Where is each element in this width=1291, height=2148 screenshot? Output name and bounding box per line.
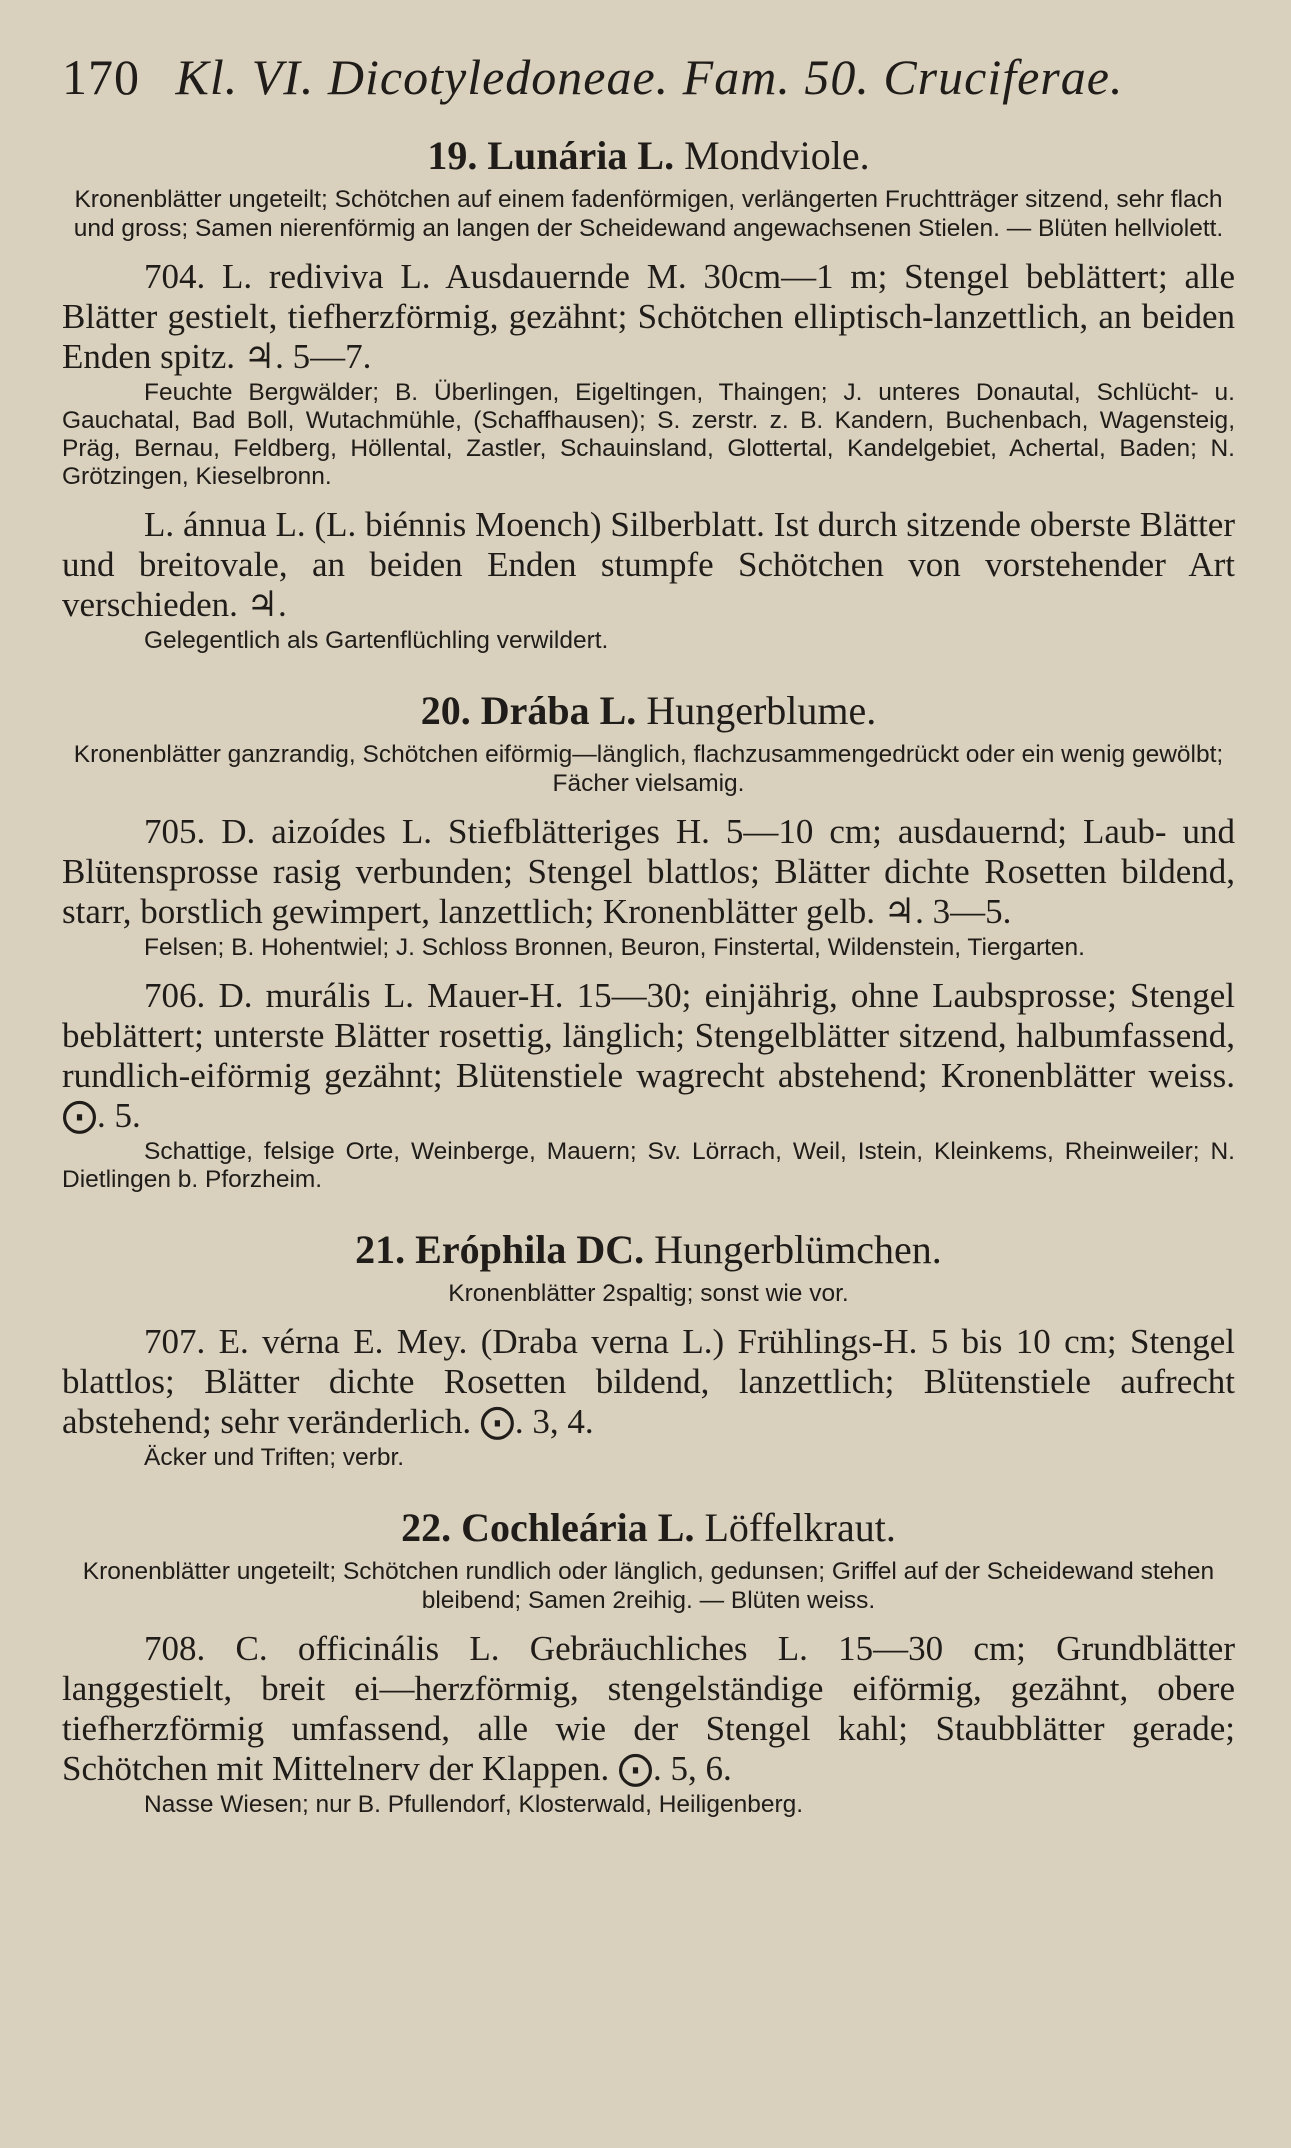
genus-number: 19. bbox=[427, 133, 478, 178]
species-entry: 705. D. aizoídes L. Stiefblätteriges H. 5—10 cm; ausdauernd; Laub- und Blütensprosse rasig verbunden; Stengel blattlos; Blätter dichte Rosetten bildend, starr, borstlich gewimpert, lanzettlich; Kronenblätter gelb. ♃. 3—5. bbox=[62, 812, 1235, 931]
genus-description: Kronenblätter ganzrandig, Schötchen eiförmig—länglich, flachzusammengedrückt oder ein wenig gewölbt; Fächer vielsamig. bbox=[73, 741, 1224, 797]
genus-number: 20. bbox=[420, 688, 471, 733]
genus-name: Eróphila DC. bbox=[415, 1227, 645, 1272]
genus-heading bbox=[62, 1504, 1235, 1551]
genus-common-name: Löffelkraut. bbox=[704, 1505, 896, 1550]
genus-description: Kronenblätter ungeteilt; Schötchen rundlich oder länglich, gedunsen; Griffel auf der Scheidewand stehen bleibend; Samen 2reihig. — Blüten weiss. bbox=[82, 1558, 1215, 1614]
page-number: 170 bbox=[62, 49, 140, 105]
species-locality: Nasse Wiesen; nur B. Pfullendorf, Klosterwald, Heiligenberg. bbox=[144, 1791, 804, 1818]
species-locality: Felsen; B. Hohentwiel; J. Schloss Bronnen, Beuron, Finstertal, Wildenstein, Tiergarten. bbox=[144, 934, 1085, 961]
species-entry: 707. E. vérna E. Mey. (Draba verna L.) Frühlings-H. 5 bis 10 cm; Stengel blattlos; Blätter dichte Rosetten bildend, lanzettlich; Blütenstiele aufrecht abstehend; sehr veränderlich. ⨀. 3, 4. bbox=[62, 1322, 1235, 1441]
genus-name: Cochleária L. bbox=[461, 1505, 695, 1550]
genus-name: Drába L. bbox=[480, 688, 637, 733]
genus-number: 21. bbox=[355, 1227, 406, 1272]
species-locality: Schattige, felsige Orte, Weinberge, Mauern; Sv. Lörrach, Weil, Istein, Kleinkems, Rheinweiler; N. Dietlingen b. Pforzheim. bbox=[62, 1138, 1235, 1193]
genus-heading bbox=[62, 1226, 1235, 1273]
genus-heading bbox=[62, 687, 1235, 734]
genus-common-name: Mondviole. bbox=[684, 133, 870, 178]
species-entry: 706. D. murális L. Mauer-H. 15—30; einjährig, ohne Laubsprosse; Stengel beblättert; unterste Blätter rosettig, länglich; Stengelblätter sitzend, halbumfassend, rundlich-eiförmig gezähnt; Blütenstiele wagrecht abstehend; Kronenblätter weiss. ⨀. 5. bbox=[62, 976, 1235, 1135]
genus-description: Kronenblätter 2spaltig; sonst wie vor. bbox=[448, 1280, 849, 1307]
genus-name: Lunária L. bbox=[487, 133, 675, 178]
species-entry: 704. L. rediviva L. Ausdauernde M. 30cm—1 m; Stengel beblättert; alle Blätter gestielt, tiefherzförmig, gezähnt; Schötchen elliptisch-lanzettlich, an beiden Enden spitz. ♃. 5—7. bbox=[62, 257, 1235, 376]
species-entry: 708. C. officinális L. Gebräuchliches L. 15—30 cm; Grundblätter langgestielt, breit ei—herzförmig, stengelständige eiförmig, gezähnt, obere tiefherzförmig umfassend, alle wie der Stengel kahl; Staubblätter gerade; Schötchen mit Mittelnerv der Klappen. ⨀. 5, 6. bbox=[62, 1629, 1235, 1788]
genus-description: Kronenblätter ungeteilt; Schötchen auf einem fadenförmigen, verlängerten Fruchtträger sitzend, sehr flach und gross; Samen nierenförmig an langen der Scheidewand angewachsenen Stielen. — Blüten hellviolett. bbox=[73, 186, 1224, 242]
species-entry: L. ánnua L. (L. biénnis Moench) Silberblatt. Ist durch sitzende oberste Blätter und breitovale, an beiden Enden stumpfe Schötchen von vorstehender Art verschieden. ♃. bbox=[62, 505, 1235, 624]
species-locality: Äcker und Triften; verbr. bbox=[144, 1444, 405, 1471]
running-title: Kl. VI. Dicotyledoneae. Fam. 50. Cruciferae. bbox=[175, 49, 1124, 105]
species-locality: Gelegentlich als Gartenflüchling verwildert. bbox=[144, 627, 609, 654]
genus-number: 22. bbox=[401, 1505, 452, 1550]
genus-heading bbox=[62, 132, 1235, 179]
genus-common-name: Hungerblümchen. bbox=[654, 1227, 942, 1272]
genus-common-name: Hungerblume. bbox=[646, 688, 877, 733]
running-head bbox=[62, 48, 1235, 106]
species-locality: Feuchte Bergwälder; B. Überlingen, Eigeltingen, Thaingen; J. unteres Donautal, Schlücht- u. Gauchatal, Bad Boll, Wutachmühle, (Schaffhausen); S. zerstr. z. B. Kandern, Buchenbach, Wagensteig, Präg, Bernau, Feldberg, Höllental, Zastler, Schauinsland, Glottertal, Kandelgebiet, Achertal, Baden; N. Grötzingen, Kieselbronn. bbox=[62, 379, 1235, 490]
